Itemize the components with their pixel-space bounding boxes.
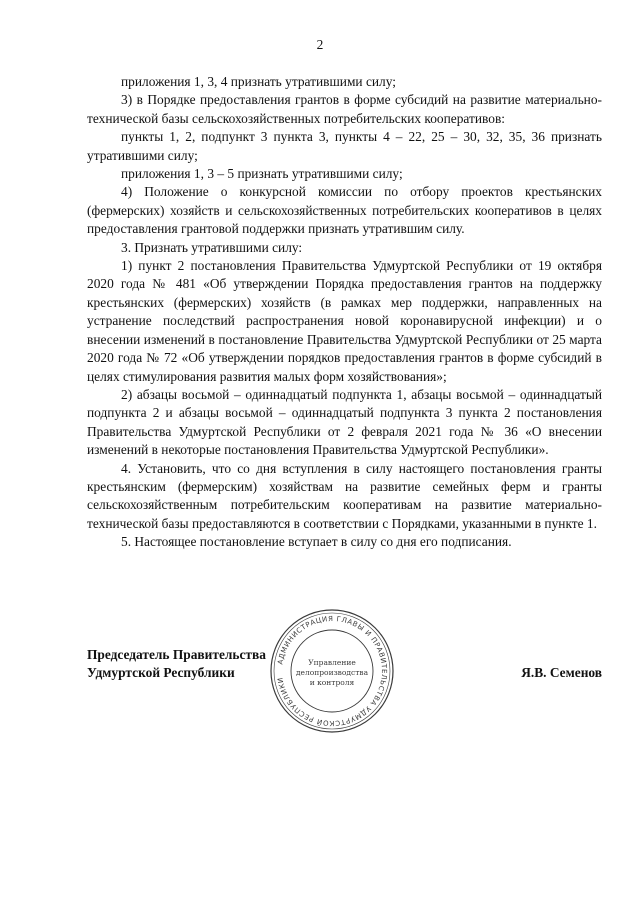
stamp-ring-text: АДМИНИСТРАЦИЯ ГЛАВЫ И ПРАВИТЕЛЬСТВА УДМУРТСКОЙ РЕСПУБЛИКИ (276, 614, 389, 728)
paragraph: приложения 1, 3, 4 признать утратившими силу; (121, 74, 396, 89)
paragraph: 5. Настоящее постановление вступает в силу со дня его подписания. (121, 534, 512, 550)
signatory-title-line: Председатель Правительства (87, 647, 266, 662)
paragraph: пункты 1, 2, подпункт 3 пункта 3, пункты 4 – 22, 25 – 30, 32, 35, 36 признать утратившими силу; (87, 129, 602, 163)
page-number: 2 (316, 37, 324, 52)
signatory-title-line: Удмуртской Республики (87, 665, 235, 681)
signatory-title (87, 646, 266, 683)
document-body (87, 73, 602, 552)
stamp-inner-text: Управление (308, 658, 356, 667)
paragraph: приложения 1, 3 – 5 признать утратившими силу; (121, 166, 403, 182)
paragraph: 1) пункт 2 постановления Правительства Удмуртской Республики от 19 октября 2020 года № 481 «Об утверждении Порядка предоставления грантов на поддержку крестьянских (фермерских) хозяйств (в рамках мер поддержки, направленных на устранение последствий распространения новой коронавирусной инфекции) и о внесении изменений в постановление Правительства Удмуртской Республики от 25 марта 2020 года № 72 «Об утверждении порядков предоставления грантов в форме субсидий в целях стимулирования развития малых форм хозяйствования»; (87, 258, 602, 384)
paragraph: 4. Установить, что со дня вступления в силу настоящего постановления гранты крестьянским (фермерским) хозяйствам на развитие семейных ферм и гранты сельскохозяйственным потребительским кооперативам на развитие материально-технической базы предоставляются в соответствии с Порядками, указанными в пункте 1. (87, 460, 602, 531)
stamp-inner-text: и контроля (309, 678, 355, 687)
official-stamp (268, 607, 396, 735)
stamp-inner-text: делопроизводства (295, 668, 369, 677)
paragraph: 2) абзацы восьмой – одиннадцатый подпункта 1, абзацы восьмой – одиннадцатый подпункта 2 и абзацы восьмой – одиннадцатый подпункта 3 пункта 2 постановления Правительства Удмуртской Республики от 2 февраля 2021 года № 36 «О внесении изменений в некоторые постановления Правительства Удмуртской Республики». (87, 386, 602, 458)
paragraph: 3. Признать утратившими силу: (121, 239, 303, 255)
paragraph: 3) в Порядке предоставления грантов в форме субсидий на развитие материально-технической базы сельскохозяйственных потребительских кооперативов: (87, 92, 602, 126)
paragraph: 4) Положение о конкурсной комиссии по отбору проектов крестьянских (фермерских) хозяйств и сельскохозяйственных потребительских кооперативов в целях предоставления грантовой поддержки признать утратившим силу. (87, 184, 602, 237)
signatory-name: Я.В. Семенов (521, 665, 602, 680)
